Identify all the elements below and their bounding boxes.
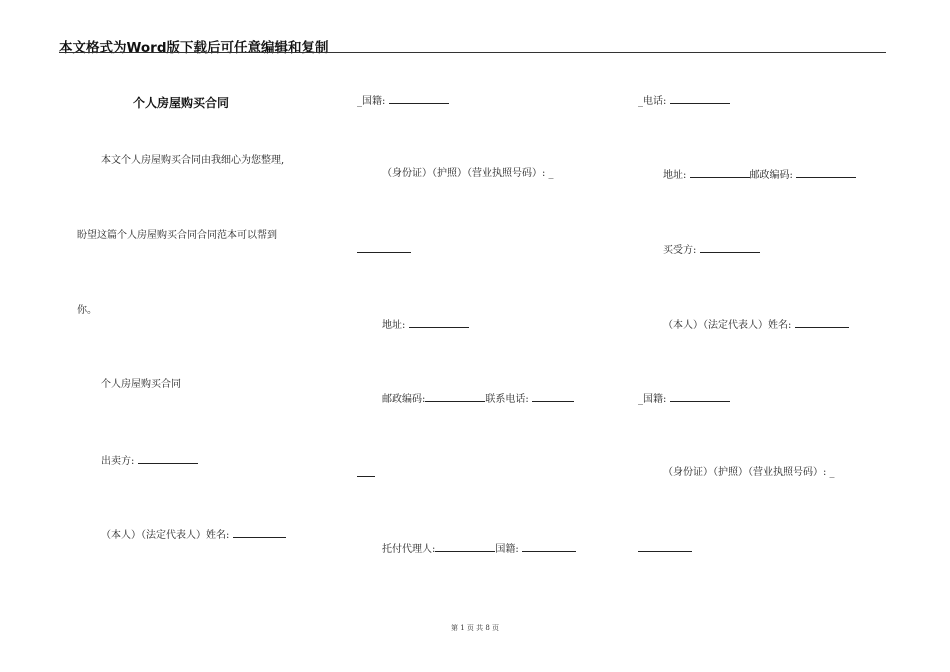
buyer-blank xyxy=(700,243,760,253)
buyer-id-field xyxy=(663,467,835,479)
seller-address-blank xyxy=(409,318,469,328)
seller-name-field xyxy=(101,528,286,542)
document-header: 本文格式为Word版下载后可任意编辑和复制 xyxy=(59,40,329,56)
agent-phone-blank xyxy=(670,94,730,104)
seller-phone-continuation-blank xyxy=(357,467,375,477)
seller-nationality-label: _国籍: xyxy=(357,96,386,107)
buyer-id-label: （身份证）（护照）（营业执照号码）: _ xyxy=(663,467,835,478)
buyer-label: 买受方: xyxy=(663,245,697,256)
agent-field xyxy=(382,542,576,556)
seller-phone-continuation xyxy=(357,467,375,481)
buyer-nationality-label: _国籍: xyxy=(638,394,667,405)
seller-blank xyxy=(138,454,198,464)
seller-phone-label: 联系电话: xyxy=(485,394,529,405)
buyer-field xyxy=(663,243,760,257)
seller-postal-phone-field xyxy=(382,392,574,406)
seller-phone-blank xyxy=(532,392,574,402)
intro-line-1: 本文个人房屋购买合同由我细心为您整理, xyxy=(101,155,285,166)
seller-nationality-blank xyxy=(389,94,449,104)
agent-postal-blank xyxy=(796,168,856,178)
seller-postal-label: 邮政编码: xyxy=(382,394,426,405)
agent-postal-label: 邮政编码: xyxy=(749,170,793,181)
intro-line-2: 盼望这篇个人房屋购买合同合同范本可以帮到 xyxy=(77,230,277,241)
seller-postal-blank xyxy=(425,392,485,402)
seller-name-blank xyxy=(233,528,286,538)
seller-label: 出卖方: xyxy=(101,456,135,467)
buyer-name-label: （本人）（法定代表人）姓名: xyxy=(663,320,792,331)
seller-nationality-field xyxy=(357,94,449,108)
agent-address-blank xyxy=(690,168,750,178)
buyer-name-field xyxy=(663,318,849,332)
agent-nationality-blank xyxy=(522,542,576,552)
buyer-name-blank xyxy=(795,318,849,328)
seller-id-label: （身份证）（护照）（营业执照号码）: _ xyxy=(382,168,554,179)
agent-address-label: 地址: xyxy=(663,170,687,181)
seller-id-blank xyxy=(357,243,411,253)
seller-id-continuation xyxy=(357,243,411,257)
agent-phone-label: _电话: xyxy=(638,96,667,107)
agent-address-field xyxy=(663,168,856,182)
seller-field xyxy=(101,454,198,468)
agent-label: 托付代理人: xyxy=(382,544,436,555)
seller-address-label: 地址: xyxy=(382,320,406,331)
agent-phone-field xyxy=(638,94,730,108)
header-rule xyxy=(59,52,886,53)
agent-blank xyxy=(435,542,495,552)
intro-line-3: 你。 xyxy=(77,305,97,316)
contract-subtitle: 个人房屋购买合同 xyxy=(101,379,181,390)
document-title: 个人房屋购买合同 xyxy=(133,96,230,110)
page-number: 第 1 页 共 8 页 xyxy=(450,624,500,632)
seller-name-label: （本人）（法定代表人）姓名: xyxy=(101,530,230,541)
buyer-id-continuation xyxy=(638,542,692,556)
agent-nationality-label: 国籍: xyxy=(495,544,519,555)
seller-id-field xyxy=(382,168,554,180)
buyer-nationality-blank xyxy=(670,392,730,402)
buyer-id-blank xyxy=(638,542,692,552)
buyer-nationality-field xyxy=(638,392,730,406)
seller-address-field xyxy=(382,318,469,332)
